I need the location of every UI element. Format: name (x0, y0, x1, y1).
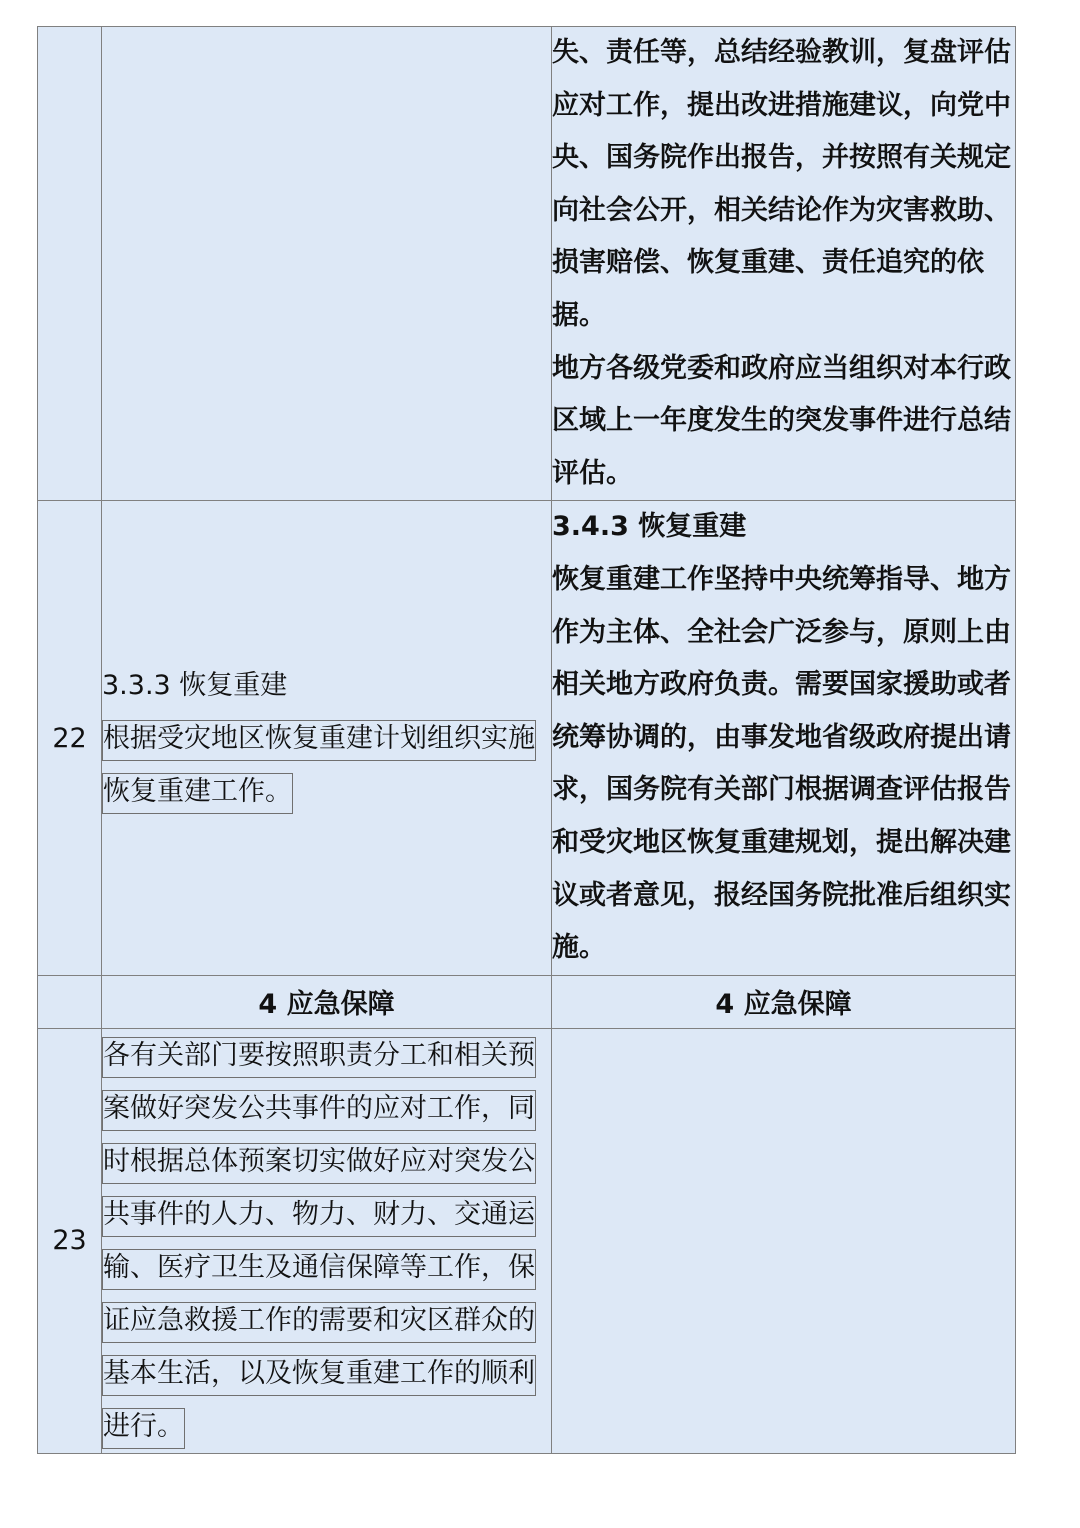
old-text-cell (102, 1028, 552, 1453)
old-text-cell (102, 501, 552, 975)
old-deleted-text: 根据受灾地区恢复重建计划组织实施恢复重建工作。 (102, 720, 536, 814)
new-text-cell (552, 27, 1016, 501)
row-number (38, 27, 102, 501)
new-text-cell (552, 1028, 1016, 1453)
comparison-table (37, 26, 1016, 1454)
new-text-cell (552, 501, 1016, 975)
row-number: 23 (38, 1028, 102, 1453)
table-row (38, 27, 1016, 501)
section-number-cell (38, 975, 102, 1028)
new-section-title: 4 应急保障 (552, 975, 1016, 1028)
new-section-heading: 3.4.3 恢复重建 (552, 511, 747, 543)
new-paragraph: 失、责任等，总结经验教训，复盘评估应对工作，提出改进措施建议，向党中央、国务院作出报告，并按照有关规定向社会公开，相关结论作为灾害救助、损害赔偿、恢复重建、责任追究的依据。 (552, 37, 1011, 331)
new-paragraph: 地方各级党委和政府应当组织对本行政区域上一年度发生的突发事件进行总结评估。 (552, 352, 1011, 489)
new-paragraph: 恢复重建工作坚持中央统筹指导、地方作为主体、全社会广泛参与，原则上由相关地方政府负责。需要国家援助或者统筹协调的，由事发地省级政府提出请求，国务院有关部门根据调查评估报告和受灾地区恢复重建规划，提出解决建议或者意见，报经国务院批准后组织实施。 (552, 563, 1011, 964)
old-section-heading: 3.3.3 恢复重建 (102, 669, 288, 701)
section-header-row (38, 975, 1016, 1028)
old-section-title: 4 应急保障 (102, 975, 552, 1028)
old-deleted-text: 各有关部门要按照职责分工和相关预案做好突发公共事件的应对工作，同时根据总体预案切实做好应对突发公共事件的人力、物力、财力、交通运输、医疗卫生及通信保障等工作，保证应急救援工作的需要和灾区群众的基本生活，以及恢复重建工作的顺利进行。 (102, 1037, 536, 1449)
old-text-cell (102, 27, 552, 501)
row-number: 22 (38, 501, 102, 975)
table-row (38, 501, 1016, 975)
table-row (38, 1028, 1016, 1453)
